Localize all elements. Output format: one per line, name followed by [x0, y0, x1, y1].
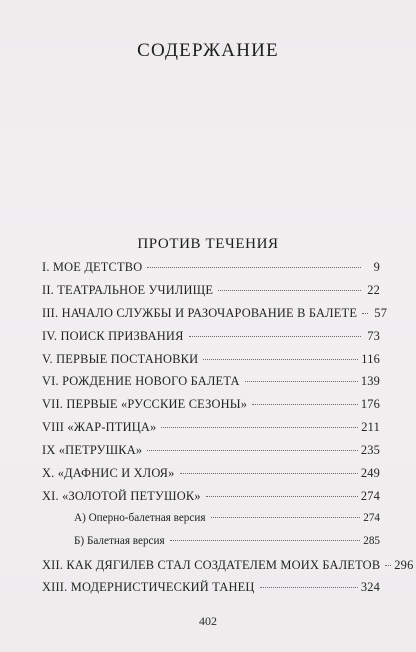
- dot-leader: [147, 450, 357, 451]
- dot-leader: [252, 404, 358, 405]
- dot-leader: [170, 540, 361, 541]
- toc-entry-page: 285: [363, 534, 380, 547]
- toc-entry: [42, 397, 380, 420]
- dot-leader: [180, 473, 358, 474]
- toc-entry: [42, 580, 380, 603]
- dot-leader: [161, 427, 358, 428]
- toc-entry-page: 324: [360, 580, 380, 595]
- dot-leader: [203, 359, 358, 360]
- toc-entry-title: XII. КАК ДЯГИЛЕВ СТАЛ СОЗДАТЕЛЕМ МОИХ БАЛЕТОВ: [42, 557, 381, 572]
- toc-entry-title: XI. «ЗОЛОТОЙ ПЕТУШОК»: [42, 488, 201, 503]
- section-title: ПРОТИВ ТЕЧЕНИЯ: [137, 236, 279, 252]
- toc-entry: [42, 420, 380, 443]
- toc-subentry: [42, 535, 380, 558]
- toc-entry: [42, 489, 380, 512]
- toc-entry-title: V. ПЕРВЫЕ ПОСТАНОВКИ: [42, 351, 199, 366]
- dot-leader: [218, 290, 361, 291]
- toc-entry: [42, 374, 380, 397]
- toc-entry-page: 211: [361, 420, 380, 435]
- toc-entry: [42, 557, 414, 581]
- dot-leader: [211, 517, 361, 518]
- toc-entry-title: XIII. МОДЕРНИСТИЧЕСКИЙ ТАНЕЦ: [42, 580, 255, 595]
- toc-entry-title: VII. ПЕРВЫЕ «РУССКИЕ СЕЗОНЫ»: [42, 397, 248, 412]
- toc-entry-title: VI. РОЖДЕНИЕ НОВОГО БАЛЕТА: [42, 374, 240, 389]
- toc-entry-page: 274: [363, 511, 380, 524]
- toc-entry-title: III. НАЧАЛО СЛУЖБЫ И РАЗОЧАРОВАНИЕ В БАЛЕТЕ: [42, 305, 358, 320]
- toc-entry: [42, 443, 380, 466]
- toc-entry: [42, 329, 380, 352]
- dot-leader: [206, 496, 358, 497]
- toc-entry: [42, 260, 380, 283]
- toc-entry-page: 57: [374, 305, 388, 320]
- toc-entry: [42, 305, 388, 329]
- dot-leader: [362, 313, 368, 314]
- toc-entry-page: 176: [360, 397, 380, 412]
- toc-entry-page: 22: [367, 282, 380, 297]
- table-of-contents: [42, 260, 414, 603]
- toc-entry-page: 9: [373, 260, 380, 274]
- dot-leader: [260, 587, 358, 588]
- toc-entry-page: 73: [367, 328, 380, 343]
- toc-entry-page: 274: [360, 488, 380, 503]
- toc-subentry: [42, 512, 380, 535]
- toc-entry-title: IX «ПЕТРУШКА»: [42, 443, 143, 458]
- toc-entry: [42, 352, 380, 375]
- toc-entry-page: 139: [360, 374, 380, 389]
- toc-entry-page: 296: [394, 557, 414, 572]
- toc-entry-page: 235: [360, 443, 380, 458]
- dot-leader: [245, 381, 358, 382]
- toc-entry-title: II. ТЕАТРАЛЬНОЕ УЧИЛИЩЕ: [42, 282, 214, 297]
- toc-entry-title: Б) Балетная версия: [74, 534, 165, 547]
- toc-entry-title: VIII «ЖАР-ПТИЦА»: [42, 420, 157, 435]
- page-title: СОДЕРЖАНИЕ: [137, 40, 279, 61]
- toc-entry-title: I. МОЕ ДЕТСТВО: [42, 260, 143, 274]
- dot-leader: [385, 565, 391, 566]
- page-number: 402: [199, 614, 217, 628]
- toc-entry-title: IV. ПОИСК ПРИЗВАНИЯ: [42, 328, 184, 343]
- dot-leader: [189, 336, 361, 337]
- toc-entry-title: А) Оперно-балетная версия: [74, 511, 206, 524]
- toc-entry: [42, 283, 380, 306]
- toc-entry-page: 116: [361, 351, 380, 366]
- dot-leader: [147, 267, 361, 268]
- toc-entry-title: X. «ДАФНИС И ХЛОЯ»: [42, 466, 175, 481]
- toc-entry-page: 249: [360, 466, 380, 481]
- toc-entry: [42, 466, 380, 489]
